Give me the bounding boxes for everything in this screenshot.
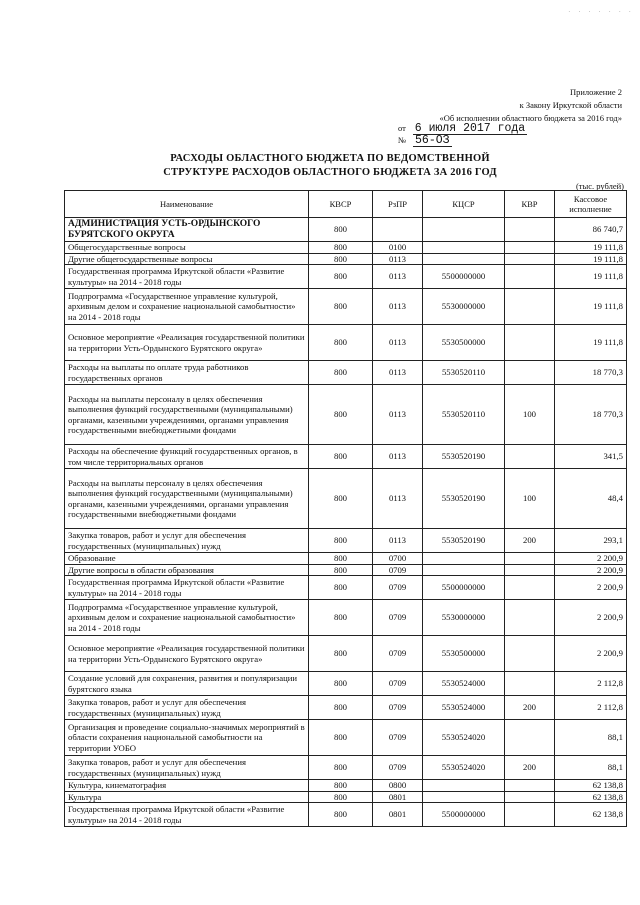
row-rzpr: 0709: [373, 720, 423, 756]
row-name: Культура: [65, 791, 309, 803]
col-header-rzpr: РзПР: [373, 191, 423, 218]
row-kvsr: 800: [309, 553, 373, 565]
row-kcsr: [423, 791, 505, 803]
row-kvr: 200: [505, 696, 555, 720]
title-line-2: СТРУКТУРЕ РАСХОДОВ ОБЛАСТНОГО БЮДЖЕТА ЗА 2016 ГОД: [163, 167, 497, 178]
row-rzpr: 0700: [373, 553, 423, 565]
row-kcsr: 5530524000: [423, 672, 505, 696]
row-rzpr: 0113: [373, 469, 423, 529]
row-name: Государственная программа Иркутской области «Развитие культуры» на 2014 - 2018 годы: [65, 576, 309, 600]
row-amount: 2 112,8: [555, 672, 627, 696]
row-kvsr: 800: [309, 242, 373, 254]
table-row: [65, 576, 627, 600]
number-prefix: №: [398, 135, 407, 145]
row-kvr: 100: [505, 469, 555, 529]
row-name: Образование: [65, 553, 309, 565]
table-row: [65, 385, 627, 445]
row-amount: 18 770,3: [555, 385, 627, 445]
row-kvsr: 800: [309, 600, 373, 636]
col-header-kvr: КВР: [505, 191, 555, 218]
row-kvr: [505, 576, 555, 600]
row-kvsr: 800: [309, 218, 373, 242]
row-name: Организация и проведение социально-значимых мероприятий в области сохранения национальной самобытности на территории УОБО: [65, 720, 309, 756]
row-kcsr: 5530524000: [423, 696, 505, 720]
row-name: Другие общегосударственные вопросы: [65, 253, 309, 265]
row-amount: 88,1: [555, 720, 627, 756]
document-title: [140, 152, 520, 180]
row-name: Культура, кинематография: [65, 780, 309, 792]
row-kvr: [505, 445, 555, 469]
row-kvsr: 800: [309, 325, 373, 361]
row-kvsr: 800: [309, 780, 373, 792]
row-rzpr: 0113: [373, 385, 423, 445]
row-kcsr: 5530524020: [423, 756, 505, 780]
row-kcsr: 5530500000: [423, 636, 505, 672]
row-rzpr: 0709: [373, 696, 423, 720]
row-kcsr: 5530520190: [423, 469, 505, 529]
row-name: Другие вопросы в области образования: [65, 564, 309, 576]
row-amount: 48,4: [555, 469, 627, 529]
row-amount: 2 200,9: [555, 636, 627, 672]
table-row: [65, 756, 627, 780]
row-kvr: [505, 780, 555, 792]
row-kvr: [505, 325, 555, 361]
table-row: [65, 325, 627, 361]
row-kvr: 200: [505, 756, 555, 780]
row-kvsr: 800: [309, 756, 373, 780]
law-date: 6 июля 2017 года: [414, 122, 526, 135]
row-kvsr: 800: [309, 265, 373, 289]
row-name: Расходы на выплаты персоналу в целях обеспечения выполнения функций государственными (муниципальными) органами, казенными учреждениями, органами управления государственными внебюджетными фондами: [65, 385, 309, 445]
row-name: Создание условий для сохранения, развития и популяризации бурятского языка: [65, 672, 309, 696]
row-kcsr: 5530500000: [423, 325, 505, 361]
date-prefix: от: [398, 123, 406, 133]
row-amount: 2 200,9: [555, 564, 627, 576]
row-name: Основное мероприятие «Реализация государственной политики на территории Усть-Ордынского Бурятского округа»: [65, 636, 309, 672]
row-kvsr: 800: [309, 696, 373, 720]
row-kvsr: 800: [309, 803, 373, 827]
row-amount: 19 111,8: [555, 265, 627, 289]
row-kcsr: 5500000000: [423, 576, 505, 600]
row-kcsr: 5530524020: [423, 720, 505, 756]
row-kvr: 100: [505, 385, 555, 445]
row-kvsr: 800: [309, 529, 373, 553]
row-rzpr: 0113: [373, 253, 423, 265]
row-kvr: [505, 791, 555, 803]
table-row: [65, 361, 627, 385]
row-kvr: [505, 720, 555, 756]
row-rzpr: 0100: [373, 242, 423, 254]
row-amount: 341,5: [555, 445, 627, 469]
row-kvr: [505, 553, 555, 565]
row-kvsr: 800: [309, 385, 373, 445]
row-kvr: [505, 803, 555, 827]
row-amount: 2 200,9: [555, 600, 627, 636]
row-amount: 19 111,8: [555, 242, 627, 254]
row-kcsr: 5530520190: [423, 445, 505, 469]
row-kcsr: 5530520190: [423, 529, 505, 553]
row-amount: 86 740,7: [555, 218, 627, 242]
law-number: 56-ОЗ: [415, 134, 450, 147]
row-kvr: [505, 265, 555, 289]
table-row: [65, 253, 627, 265]
row-kvsr: 800: [309, 672, 373, 696]
row-kvsr: 800: [309, 791, 373, 803]
table-row: [65, 242, 627, 254]
row-amount: 18 770,3: [555, 361, 627, 385]
row-rzpr: 0709: [373, 564, 423, 576]
row-kvr: [505, 600, 555, 636]
row-rzpr: 0113: [373, 445, 423, 469]
row-kvsr: 800: [309, 469, 373, 529]
row-amount: 2 200,9: [555, 576, 627, 600]
row-kvsr: 800: [309, 361, 373, 385]
row-kvsr: 800: [309, 445, 373, 469]
row-kcsr: [423, 253, 505, 265]
row-kvsr: 800: [309, 636, 373, 672]
row-rzpr: 0709: [373, 672, 423, 696]
row-kcsr: [423, 242, 505, 254]
row-kcsr: 5530520110: [423, 385, 505, 445]
units-label: (тыс. рублей): [575, 181, 624, 191]
law-title: «Об исполнении областного бюджета за 2016 год»: [439, 113, 622, 123]
row-amount: 293,1: [555, 529, 627, 553]
row-name: Закупка товаров, работ и услуг для обеспечения государственных (муниципальных) нужд: [65, 756, 309, 780]
law-reference: к Закону Иркутской области: [519, 100, 622, 110]
table-row: [65, 720, 627, 756]
appendix-label: Приложение 2: [570, 87, 622, 97]
row-kcsr: [423, 553, 505, 565]
table-row: [65, 469, 627, 529]
table-row: [65, 600, 627, 636]
row-name: Расходы на выплаты по оплате труда работников государственных органов: [65, 361, 309, 385]
col-header-kvsr: КВСР: [309, 191, 373, 218]
row-kcsr: [423, 564, 505, 576]
row-kvr: [505, 242, 555, 254]
table-row: [65, 289, 627, 325]
row-amount: 88,1: [555, 756, 627, 780]
row-rzpr: 0709: [373, 756, 423, 780]
row-kvr: [505, 361, 555, 385]
row-rzpr: 0113: [373, 325, 423, 361]
row-name: Государственная программа Иркутской области «Развитие культуры» на 2014 - 2018 годы: [65, 803, 309, 827]
row-kcsr: 5530520110: [423, 361, 505, 385]
row-amount: 2 112,8: [555, 696, 627, 720]
row-kvr: [505, 253, 555, 265]
row-rzpr: 0113: [373, 529, 423, 553]
row-amount: 62 138,8: [555, 780, 627, 792]
row-name: Закупка товаров, работ и услуг для обеспечения государственных (муниципальных) нужд: [65, 529, 309, 553]
row-rzpr: 0800: [373, 780, 423, 792]
row-kcsr: 5530000000: [423, 289, 505, 325]
col-header-amount: Кассовое исполнение: [555, 191, 627, 218]
table-row: [65, 553, 627, 565]
row-name: АДМИНИСТРАЦИЯ УСТЬ-ОРДЫНСКОГО БУРЯТСКОГО ОКРУГА: [65, 218, 309, 242]
row-kcsr: 5500000000: [423, 265, 505, 289]
row-rzpr: 0709: [373, 576, 423, 600]
row-kvsr: 800: [309, 289, 373, 325]
table-row: [65, 445, 627, 469]
row-kcsr: [423, 780, 505, 792]
law-date-number: [398, 123, 527, 147]
scan-artifact: · · · · · · ·: [568, 8, 634, 16]
row-amount: 62 138,8: [555, 803, 627, 827]
table-row: [65, 803, 627, 827]
row-name: Государственная программа Иркутской области «Развитие культуры» на 2014 - 2018 годы: [65, 265, 309, 289]
row-amount: 19 111,8: [555, 325, 627, 361]
row-rzpr: 0113: [373, 265, 423, 289]
row-rzpr: 0113: [373, 289, 423, 325]
row-kvr: [505, 218, 555, 242]
row-amount: 62 138,8: [555, 791, 627, 803]
row-rzpr: 0709: [373, 600, 423, 636]
row-kvsr: 800: [309, 564, 373, 576]
row-kvsr: 800: [309, 253, 373, 265]
row-kvr: [505, 672, 555, 696]
table-row: [65, 780, 627, 792]
expenditure-table: [64, 190, 627, 827]
title-line-1: РАСХОДЫ ОБЛАСТНОГО БЮДЖЕТА ПО ВЕДОМСТВЕННОЙ: [170, 153, 490, 164]
row-kvsr: 800: [309, 720, 373, 756]
table-row: [65, 636, 627, 672]
table-row: [65, 791, 627, 803]
row-rzpr: 0709: [373, 636, 423, 672]
row-name: Основное мероприятие «Реализация государственной политики на территории Усть-Ордынского Бурятского округа»: [65, 325, 309, 361]
row-name: Расходы на выплаты персоналу в целях обеспечения выполнения функций государственными (муниципальными) органами, казенными учреждениями, органами управления государственными внебюджетными фондами: [65, 469, 309, 529]
row-kvr: [505, 289, 555, 325]
row-name: Общегосударственные вопросы: [65, 242, 309, 254]
row-rzpr: [373, 218, 423, 242]
row-rzpr: 0113: [373, 361, 423, 385]
row-kvsr: 800: [309, 576, 373, 600]
row-kvr: [505, 564, 555, 576]
row-rzpr: 0801: [373, 803, 423, 827]
row-rzpr: 0801: [373, 791, 423, 803]
row-amount: 19 111,8: [555, 289, 627, 325]
table-row: [65, 529, 627, 553]
row-kvr: [505, 636, 555, 672]
table-row: [65, 218, 627, 242]
row-name: Закупка товаров, работ и услуг для обеспечения государственных (муниципальных) нужд: [65, 696, 309, 720]
row-kcsr: 5500000000: [423, 803, 505, 827]
row-amount: 2 200,9: [555, 553, 627, 565]
row-name: Подпрограмма «Государственное управление культурой, архивным делом и сохранение национальной самобытности» на 2014 - 2018 годы: [65, 289, 309, 325]
table-header-row: [65, 191, 627, 218]
table-row: [65, 696, 627, 720]
row-name: Расходы на обеспечение функций государственных органов, в том числе территориальных органов: [65, 445, 309, 469]
row-kcsr: 5530000000: [423, 600, 505, 636]
col-header-name: Наименование: [65, 191, 309, 218]
table-row: [65, 564, 627, 576]
row-amount: 19 111,8: [555, 253, 627, 265]
row-name: Подпрограмма «Государственное управление культурой, архивным делом и сохранение национальной самобытности» на 2014 - 2018 годы: [65, 600, 309, 636]
col-header-kcsr: КЦСР: [423, 191, 505, 218]
appendix-header: [439, 86, 622, 125]
table-row: [65, 672, 627, 696]
table-row: [65, 265, 627, 289]
row-kvr: 200: [505, 529, 555, 553]
row-kcsr: [423, 218, 505, 242]
